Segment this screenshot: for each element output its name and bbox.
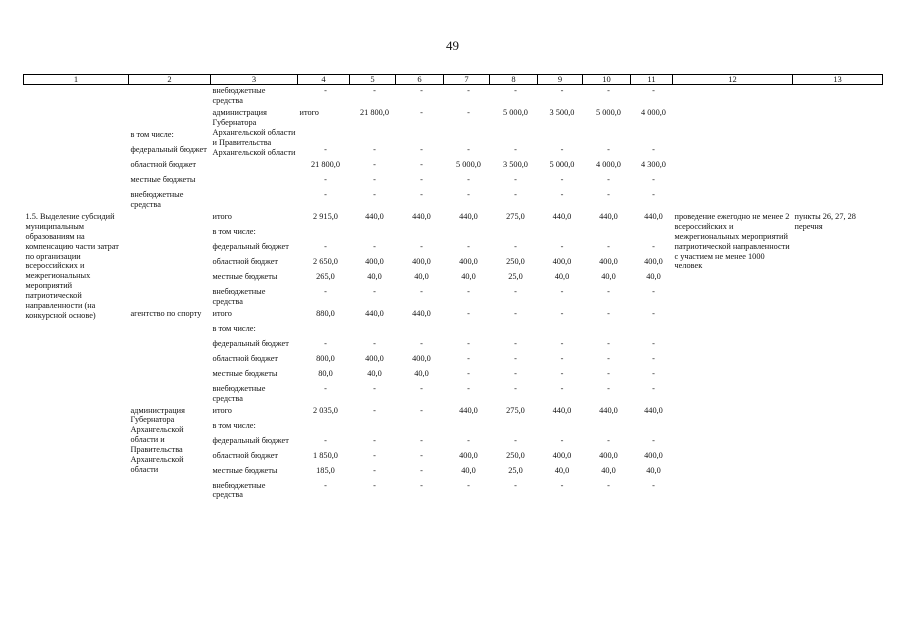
amount-cell [298,226,350,241]
table-header-row [24,75,883,85]
responsible-executor: агентство по спорту [130,308,202,318]
amount-cell: 400,0 [552,450,572,460]
amount-cell: 440,0 [365,308,384,318]
amount-cell: - [324,144,327,154]
amount-cell: - [420,241,423,251]
amount-cell: - [467,435,470,445]
amount-cell [350,420,396,435]
amount-cell [350,323,396,338]
amount-cell: - [467,286,470,296]
amount-cell [583,420,631,435]
amount-cell: 40,0 [461,465,476,475]
column-header-3: 3 [211,75,298,85]
funding-source-label: итого [299,107,319,117]
reference-list-items: пункты 26, 27, 28 перечня [794,211,856,231]
expected-result [673,85,793,211]
amount-cell: 440,0 [552,211,572,221]
amount-cell: - [420,450,423,460]
amount-cell: - [607,383,610,393]
table-row [24,85,883,107]
amount-cell: - [420,286,423,296]
amount-cell: - [607,480,610,490]
amount-cell: 400,0 [365,353,384,363]
amount-cell [298,323,350,338]
amount-cell: - [514,174,517,184]
amount-cell: - [324,241,327,251]
amount-cell: - [373,450,376,460]
amount-cell: - [514,383,517,393]
amount-cell: - [467,338,470,348]
amount-cell [631,323,673,338]
amount-cell: 250,0 [506,450,525,460]
amount-cell: 40,0 [646,271,661,281]
amount-cell: - [607,241,610,251]
amount-cell: 185,0 [316,465,335,475]
amount-cell: - [373,465,376,475]
amount-cell [631,420,673,435]
amount-cell: - [373,286,376,296]
amount-cell: 440,0 [599,405,618,415]
amount-cell [538,420,583,435]
amount-cell: - [420,435,423,445]
funding-source-label: итого [212,211,232,221]
amount-cell: 250,0 [506,256,525,266]
amount-cell: - [467,308,470,318]
amount-cell: - [373,338,376,348]
amount-cell: - [514,308,517,318]
amount-cell: 440,0 [412,308,431,318]
amount-cell: - [420,107,423,117]
amount-cell: - [560,353,564,363]
amount-cell: 4 300,0 [641,159,666,169]
amount-cell: - [467,174,470,184]
amount-cell: - [420,480,423,490]
funding-source-label: федеральный бюджет [212,338,289,348]
amount-cell: - [607,174,610,184]
amount-cell [538,129,583,144]
amount-cell: 265,0 [316,271,335,281]
amount-cell: - [560,174,564,184]
column-header-4: 4 [298,75,350,85]
amount-cell [490,129,538,144]
amount-cell: 400,0 [644,450,663,460]
amount-cell [396,420,444,435]
column-header-8: 8 [490,75,538,85]
amount-cell [583,129,631,144]
amount-cell: - [560,383,564,393]
amount-cell: 400,0 [599,450,618,460]
amount-cell: - [420,86,423,95]
amount-cell: - [373,435,376,445]
funding-source-label: внебюджетные средства [212,480,266,500]
amount-cell: 3 500,0 [549,107,575,117]
amount-cell [298,420,350,435]
amount-cell [490,420,538,435]
amount-cell: - [467,383,470,393]
amount-cell: 25,0 [508,465,523,475]
column-header-7: 7 [444,75,490,85]
amount-cell: - [324,383,327,393]
amount-cell: 400,0 [412,353,431,363]
funding-source-label: местные бюджеты [130,174,196,184]
funding-source-label: в том числе: [212,420,256,430]
amount-cell: - [420,189,423,199]
amount-cell: - [514,144,517,154]
amount-cell: - [560,241,564,251]
amount-cell: 40,0 [367,271,382,281]
amount-cell: - [467,144,470,154]
amount-cell: 800,0 [316,353,335,363]
column-header-13: 13 [793,75,883,85]
column-header-9: 9 [538,75,583,85]
measure-description [129,107,211,129]
table-row [24,211,883,226]
amount-cell: - [560,308,564,318]
amount-cell: - [607,353,610,363]
amount-cell: 440,0 [412,211,431,221]
amount-cell: - [560,480,564,490]
amount-cell: - [560,368,564,378]
amount-cell: - [420,383,423,393]
amount-cell: 275,0 [506,405,525,415]
amount-cell: 25,0 [508,271,523,281]
amount-cell: 880,0 [316,308,335,318]
amount-cell [350,129,396,144]
amount-cell [490,323,538,338]
reference-list-items [793,85,883,211]
amount-cell [444,323,490,338]
amount-cell: 40,0 [414,368,429,378]
amount-cell: 40,0 [461,271,476,281]
amount-cell: 4 000,0 [641,107,666,117]
funding-source-label: внебюджетные средства [212,286,266,306]
amount-cell: - [560,435,564,445]
responsible-executor: администрация Губернатора Архангельской области и Правительства Архангельской области [130,405,185,475]
amount-cell [538,226,583,241]
amount-cell: 400,0 [459,256,478,266]
amount-cell: 40,0 [554,271,570,281]
funding-source-label: внебюджетные средства [212,86,266,105]
amount-cell [631,129,673,144]
amount-cell: - [607,338,610,348]
amount-cell: - [373,159,376,169]
amount-cell: - [420,159,423,169]
amount-cell: - [607,435,610,445]
amount-cell: - [324,174,327,184]
amount-cell: - [514,86,517,95]
amount-cell: - [467,368,470,378]
amount-cell: - [324,189,327,199]
amount-cell: - [467,241,470,251]
funding-source-label: в том числе: [130,129,174,139]
funding-source-label: в том числе: [212,323,256,333]
amount-cell: 1 850,0 [313,450,338,460]
column-header-5: 5 [350,75,396,85]
amount-cell: - [420,144,423,154]
expected-result: проведение ежегодно не менее 2 всероссийских и межрегиональных мероприятий патриотической направленности с участием не менее 1000 человек [674,211,790,271]
amount-cell [631,226,673,241]
amount-cell: - [652,189,655,199]
amount-cell: 440,0 [644,405,663,415]
budget-table [23,74,883,501]
amount-cell: - [560,286,564,296]
funding-source-label: областной бюджет [212,256,279,266]
amount-cell: 400,0 [552,256,572,266]
funding-source-label: областной бюджет [130,159,197,169]
amount-cell: - [467,480,470,490]
amount-cell: 2 650,0 [313,256,338,266]
responsible-executor: администрация Губернатора Архангельской области и Правительства Архангельской области [212,107,296,157]
amount-cell: 440,0 [365,211,384,221]
amount-cell: - [652,286,655,296]
amount-cell: - [652,353,655,363]
amount-cell: - [420,338,423,348]
amount-cell [396,226,444,241]
funding-source-label: федеральный бюджет [212,241,289,251]
amount-cell: - [514,480,517,490]
amount-cell: - [514,435,517,445]
amount-cell: - [373,241,376,251]
column-header-12: 12 [673,75,793,85]
funding-source-label: внебюджетные средства [130,189,184,209]
amount-cell: 40,0 [646,465,661,475]
amount-cell: - [373,383,376,393]
amount-cell: - [652,241,655,251]
amount-cell: 2 035,0 [313,405,338,415]
amount-cell [444,129,490,144]
amount-cell: - [373,86,376,95]
funding-source-label: федеральный бюджет [212,435,289,445]
amount-cell: - [514,189,517,199]
amount-cell: 40,0 [414,271,429,281]
amount-cell: - [514,368,517,378]
amount-cell: - [324,286,327,296]
column-header-10: 10 [583,75,631,85]
amount-cell: - [467,86,470,95]
funding-source-label: внебюджетные средства [212,383,266,403]
funding-source-label: местные бюджеты [212,368,278,378]
amount-cell: 440,0 [599,211,618,221]
amount-cell [444,226,490,241]
responsible-executor [129,211,211,308]
amount-cell [583,323,631,338]
amount-cell: - [607,308,610,318]
amount-cell: 400,0 [412,256,431,266]
amount-cell: 80,0 [318,368,333,378]
funding-source-label: местные бюджеты [212,271,278,281]
amount-cell [444,420,490,435]
amount-cell: - [467,189,470,199]
amount-cell: - [652,480,655,490]
amount-cell [396,129,444,144]
funding-source-label: в том числе: [212,226,256,236]
amount-cell: - [324,86,327,95]
amount-cell: 40,0 [554,465,570,475]
amount-cell: - [373,174,376,184]
amount-cell: - [560,338,564,348]
amount-cell: 400,0 [459,450,478,460]
amount-cell: 400,0 [365,256,384,266]
amount-cell: - [373,144,376,154]
amount-cell: 40,0 [601,465,616,475]
measure-description [24,85,129,211]
amount-cell: 21 800,0 [359,107,390,117]
amount-cell: 40,0 [601,271,616,281]
amount-cell: - [373,405,376,415]
amount-cell: 400,0 [644,256,663,266]
amount-cell: 2 915,0 [313,211,338,221]
amount-cell: - [607,86,610,95]
amount-cell: - [607,144,610,154]
amount-cell: 21 800,0 [310,159,341,169]
amount-cell: - [467,353,470,363]
funding-source-label: итого [212,405,232,415]
column-header-6: 6 [396,75,444,85]
amount-cell [538,323,583,338]
amount-cell: - [652,144,655,154]
amount-cell: 40,0 [367,368,382,378]
amount-cell [396,323,444,338]
amount-cell: - [607,286,610,296]
amount-cell: - [560,86,564,95]
amount-cell: 5 000,0 [596,107,621,117]
page-number: 49 [446,38,459,53]
amount-cell [490,226,538,241]
amount-cell: - [420,174,423,184]
amount-cell: - [652,368,655,378]
amount-cell: - [373,189,376,199]
amount-cell [350,226,396,241]
amount-cell: 3 500,0 [503,159,528,169]
amount-cell: - [467,107,470,117]
amount-cell [298,129,350,144]
funding-source-label: федеральный бюджет [130,144,207,154]
amount-cell: - [652,435,655,445]
amount-cell: - [324,435,327,445]
amount-cell: - [420,405,423,415]
column-header-11: 11 [631,75,673,85]
amount-cell: - [514,353,517,363]
amount-cell: - [420,465,423,475]
funding-source-label: итого [212,308,232,318]
amount-cell: - [324,338,327,348]
amount-cell: - [324,480,327,490]
amount-cell: - [652,86,655,95]
amount-cell: 440,0 [644,211,663,221]
amount-cell: - [514,241,517,251]
amount-cell: - [607,189,610,199]
amount-cell: 275,0 [506,211,525,221]
amount-cell: - [560,189,564,199]
amount-cell: - [514,338,517,348]
amount-cell [583,226,631,241]
funding-source-label: местные бюджеты [212,465,278,475]
column-header-2: 2 [129,75,211,85]
amount-cell: - [373,480,376,490]
column-header-1: 1 [24,75,129,85]
amount-cell: 440,0 [459,211,478,221]
amount-cell: - [514,286,517,296]
amount-cell: - [652,308,655,318]
amount-cell: 440,0 [459,405,478,415]
amount-cell: 5 000,0 [549,159,575,169]
amount-cell: 5 000,0 [503,107,528,117]
amount-cell: - [652,383,655,393]
funding-source-label: областной бюджет [212,353,279,363]
amount-cell: - [560,144,564,154]
table-body [24,85,883,502]
measure-description: 1.5. Выделение субсидий муниципальным образованиям на компенсацию части затрат по организации всероссийских и межрегиональных мероприятий патриотической направленности (на конкурсной основе) [25,211,119,321]
amount-cell: - [652,338,655,348]
amount-cell: 5 000,0 [456,159,481,169]
amount-cell: 400,0 [599,256,618,266]
amount-cell: 440,0 [552,405,572,415]
responsible-executor [129,85,211,107]
amount-cell: - [607,368,610,378]
amount-cell: 4 000,0 [596,159,621,169]
amount-cell: - [652,174,655,184]
funding-source-label: областной бюджет [212,450,279,460]
